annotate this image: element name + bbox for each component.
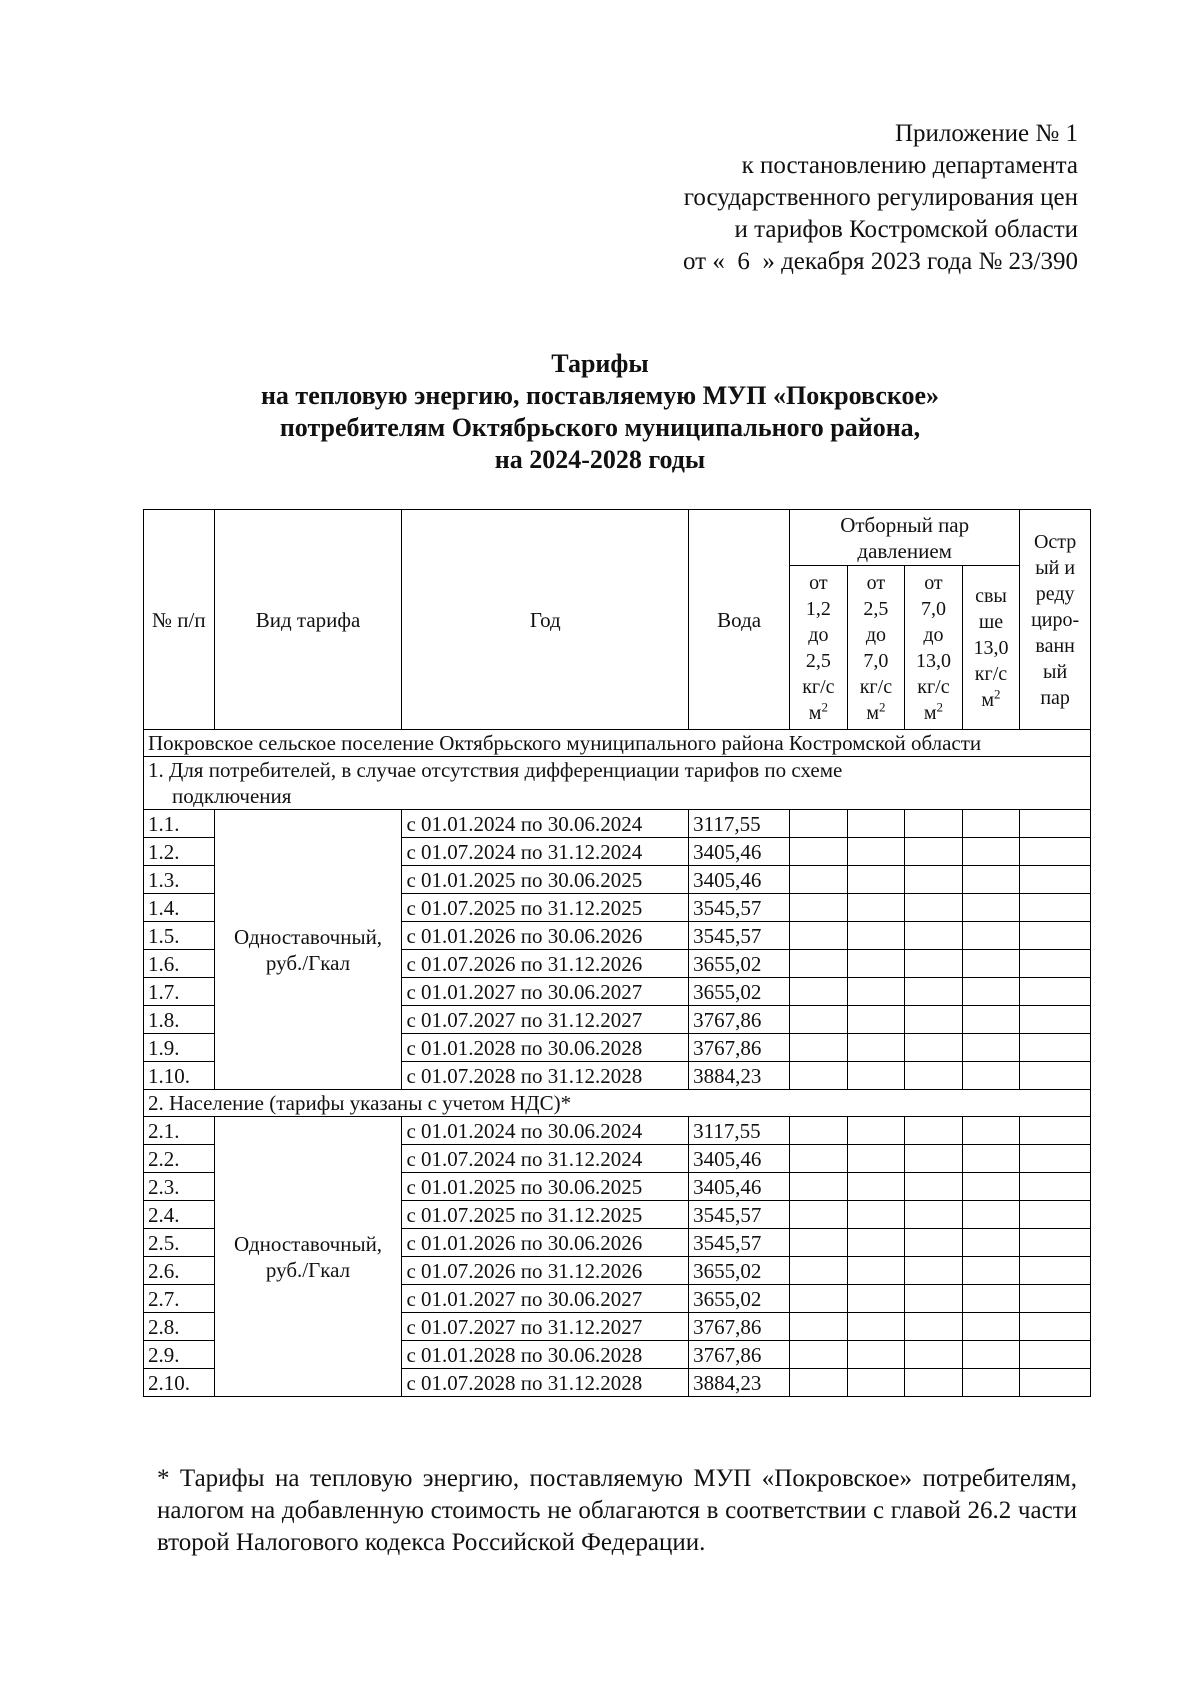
row-number: 1.9.	[144, 1034, 215, 1062]
period: с 01.07.2026 по 31.12.2026	[402, 1257, 689, 1285]
header-line: 2,5	[805, 649, 831, 672]
empty-cell	[962, 1229, 1020, 1257]
row-number: 2.6.	[144, 1257, 215, 1285]
header-line: 7,0	[920, 597, 946, 620]
empty-cell	[847, 838, 905, 866]
water-tariff: 3767,86	[689, 1034, 790, 1062]
superscript: 2	[821, 698, 828, 714]
empty-cell	[790, 1369, 848, 1397]
empty-cell	[847, 1285, 905, 1313]
period: с 01.01.2028 по 30.06.2028	[402, 1034, 689, 1062]
empty-cell	[790, 1229, 848, 1257]
header-line: ванн	[1035, 634, 1075, 657]
row-number: 1.8.	[144, 1006, 215, 1034]
period: с 01.07.2028 по 31.12.2028	[402, 1369, 689, 1397]
empty-cell	[905, 950, 963, 978]
header-num: № п/п	[144, 510, 215, 730]
period: с 01.01.2025 по 30.06.2025	[402, 1173, 689, 1201]
water-tariff: 3545,57	[689, 894, 790, 922]
period: с 01.07.2027 по 31.12.2027	[402, 1313, 689, 1341]
header-line: ый	[1043, 660, 1068, 683]
empty-cell	[790, 1006, 848, 1034]
empty-cell	[790, 1257, 848, 1285]
empty-cell	[962, 866, 1020, 894]
header-line: от	[866, 571, 886, 594]
water-tariff: 3117,55	[689, 1117, 790, 1145]
title-line: на тепловую энергию, поставляемую МУП «Покровское»	[260, 381, 940, 410]
header-line: 13,0	[915, 649, 951, 672]
row-number: 1.5.	[144, 922, 215, 950]
section-1-rows	[144, 810, 1091, 1090]
header-line: ше	[978, 610, 1004, 633]
empty-cell	[790, 950, 848, 978]
empty-cell	[847, 1173, 905, 1201]
water-tariff: 3405,46	[689, 866, 790, 894]
header-line: м	[923, 701, 937, 724]
period: с 01.01.2026 по 30.06.2026	[402, 922, 689, 950]
empty-cell	[1020, 922, 1091, 950]
section-title	[144, 757, 1091, 810]
title-line: потребителям Октябрьского муниципального района,	[279, 413, 921, 442]
header-line: пар	[1040, 686, 1070, 709]
empty-cell	[905, 922, 963, 950]
row-number: 2.10.	[144, 1369, 215, 1397]
section-2-rows	[144, 1117, 1091, 1397]
empty-cell	[962, 1145, 1020, 1173]
header-line: свы	[975, 584, 1007, 607]
empty-cell	[962, 1034, 1020, 1062]
empty-cell	[962, 1369, 1020, 1397]
empty-cell	[962, 838, 1020, 866]
section-title-line: подключения	[172, 784, 292, 808]
empty-cell	[905, 1034, 963, 1062]
empty-cell	[905, 1369, 963, 1397]
tariff-type-line: Одноставочный,	[234, 1231, 383, 1256]
tariff-type	[214, 1117, 402, 1397]
empty-cell	[905, 1173, 963, 1201]
row-number: 1.1.	[144, 810, 215, 838]
tariff-table	[143, 509, 1091, 1397]
empty-cell	[847, 1034, 905, 1062]
header-line: Остр	[1033, 530, 1077, 553]
title-line: Тарифы	[551, 349, 649, 378]
empty-cell	[847, 1257, 905, 1285]
empty-cell	[962, 922, 1020, 950]
row-number: 2.3.	[144, 1173, 215, 1201]
appendix-line: Приложение № 1	[894, 120, 1078, 147]
period: с 01.01.2026 по 30.06.2026	[402, 1229, 689, 1257]
period: с 01.01.2027 по 30.06.2027	[402, 978, 689, 1006]
empty-cell	[962, 1285, 1020, 1313]
row-number: 1.2.	[144, 838, 215, 866]
empty-cell	[847, 1341, 905, 1369]
header-water: Вода	[689, 510, 790, 730]
row-number: 2.8.	[144, 1313, 215, 1341]
appendix-line: и тарифов Костромской области	[734, 216, 1078, 243]
empty-cell	[790, 1062, 848, 1090]
empty-cell	[790, 1145, 848, 1173]
water-tariff: 3767,86	[689, 1313, 790, 1341]
footnote: * Тарифы на тепловую энергию, поставляемую МУП «Покровское» потребителям, налогом на добавленную стоимость не облагаются в соответствии с главой 26.2 части второй Налогового кодекса Российской Федерации.	[157, 1465, 1077, 1556]
period: с 01.07.2024 по 31.12.2024	[402, 838, 689, 866]
empty-cell	[962, 894, 1020, 922]
document-title	[0, 348, 1200, 476]
empty-cell	[905, 978, 963, 1006]
empty-cell	[905, 838, 963, 866]
tariff-type-line: руб./Гкал	[265, 950, 351, 975]
water-tariff: 3117,55	[689, 810, 790, 838]
empty-cell	[847, 922, 905, 950]
empty-cell	[1020, 1369, 1091, 1397]
empty-cell	[962, 1201, 1020, 1229]
empty-cell	[847, 810, 905, 838]
empty-cell	[790, 978, 848, 1006]
empty-cell	[1020, 1229, 1091, 1257]
period: с 01.01.2025 по 30.06.2025	[402, 866, 689, 894]
empty-cell	[847, 1229, 905, 1257]
header-line: от	[809, 571, 828, 594]
row-number: 2.9.	[144, 1341, 215, 1369]
empty-cell	[847, 950, 905, 978]
header-line: 7,0	[863, 649, 889, 672]
empty-cell	[790, 810, 848, 838]
header-line: м	[808, 701, 822, 724]
empty-cell	[905, 1341, 963, 1369]
empty-cell	[1020, 1117, 1091, 1145]
header-steam-1	[790, 566, 848, 730]
header-line: кг/с	[859, 675, 893, 698]
empty-cell	[790, 1341, 848, 1369]
empty-cell	[790, 1201, 848, 1229]
period: с 01.07.2025 по 31.12.2025	[402, 894, 689, 922]
period: с 01.01.2027 по 30.06.2027	[402, 1285, 689, 1313]
tariff-type-line: Одноставочный,	[234, 924, 383, 949]
water-tariff: 3767,86	[689, 1006, 790, 1034]
superscript: 2	[994, 685, 1001, 701]
row-number: 2.5.	[144, 1229, 215, 1257]
empty-cell	[962, 1117, 1020, 1145]
empty-cell	[1020, 1201, 1091, 1229]
row-number: 2.1.	[144, 1117, 215, 1145]
empty-cell	[905, 1201, 963, 1229]
empty-cell	[905, 894, 963, 922]
row-number: 2.2.	[144, 1145, 215, 1173]
header-steam-4	[962, 566, 1020, 730]
row-number: 1.7.	[144, 978, 215, 1006]
empty-cell	[847, 1313, 905, 1341]
water-tariff: 3405,46	[689, 838, 790, 866]
period: с 01.07.2025 по 31.12.2025	[402, 1201, 689, 1229]
row-number: 1.3.	[144, 866, 215, 894]
empty-cell	[1020, 1285, 1091, 1313]
header-line: 1,2	[805, 597, 831, 620]
empty-cell	[790, 1285, 848, 1313]
water-tariff: 3545,57	[689, 1201, 790, 1229]
tariff-type	[214, 810, 402, 1090]
appendix-block	[683, 118, 1078, 278]
empty-cell	[962, 1257, 1020, 1285]
empty-cell	[847, 1006, 905, 1034]
water-tariff: 3405,46	[689, 1173, 790, 1201]
empty-cell	[847, 1201, 905, 1229]
period: с 01.07.2026 по 31.12.2026	[402, 950, 689, 978]
empty-cell	[1020, 1257, 1091, 1285]
water-tariff: 3655,02	[689, 950, 790, 978]
row-number: 1.10.	[144, 1062, 215, 1090]
empty-cell	[1020, 1145, 1091, 1173]
empty-cell	[962, 1006, 1020, 1034]
empty-cell	[905, 1285, 963, 1313]
water-tariff: 3884,23	[689, 1369, 790, 1397]
empty-cell	[1020, 1313, 1091, 1341]
empty-cell	[1020, 1173, 1091, 1201]
header-tariff-type: Вид тарифа	[214, 510, 402, 730]
header-sharp-steam	[1020, 510, 1091, 730]
empty-cell	[1020, 838, 1091, 866]
empty-cell	[1020, 1062, 1091, 1090]
period: с 01.07.2024 по 31.12.2024	[402, 1145, 689, 1173]
period: с 01.07.2028 по 31.12.2028	[402, 1062, 689, 1090]
table-row	[144, 810, 1091, 838]
row-number: 2.7.	[144, 1285, 215, 1313]
empty-cell	[905, 866, 963, 894]
header-line: от	[924, 571, 943, 594]
empty-cell	[847, 894, 905, 922]
period: с 01.01.2024 по 30.06.2024	[402, 1117, 689, 1145]
empty-cell	[962, 1062, 1020, 1090]
empty-cell	[1020, 866, 1091, 894]
row-number: 1.6.	[144, 950, 215, 978]
empty-cell	[1020, 978, 1091, 1006]
period: с 01.07.2027 по 31.12.2027	[402, 1006, 689, 1034]
empty-cell	[1020, 1034, 1091, 1062]
tariff-type-line: руб./Гкал	[265, 1257, 351, 1282]
empty-cell	[790, 1117, 848, 1145]
water-tariff: 3884,23	[689, 1062, 790, 1090]
empty-cell	[790, 1173, 848, 1201]
empty-cell	[905, 1006, 963, 1034]
header-steam-3	[905, 566, 963, 730]
header-line: кг/с	[974, 662, 1008, 685]
empty-cell	[962, 810, 1020, 838]
header-line: до	[865, 623, 886, 646]
period: с 01.01.2028 по 30.06.2028	[402, 1341, 689, 1369]
empty-cell	[790, 866, 848, 894]
header-line: м	[866, 701, 879, 724]
header-line: 13,0	[973, 636, 1009, 659]
header-line: кг/с	[802, 675, 835, 698]
empty-cell	[905, 1313, 963, 1341]
header-line: м	[981, 688, 995, 711]
header-steam-2	[847, 566, 905, 730]
section-title-line: 1. Для потребителей, в случае отсутствия дифференциации тарифов по схеме	[148, 758, 843, 782]
empty-cell	[790, 922, 848, 950]
superscript: 2	[878, 698, 886, 714]
header-line: циро-	[1031, 608, 1080, 631]
water-tariff: 3767,86	[689, 1341, 790, 1369]
empty-cell	[905, 1229, 963, 1257]
empty-cell	[790, 1313, 848, 1341]
empty-cell	[905, 1117, 963, 1145]
empty-cell	[962, 1173, 1020, 1201]
empty-cell	[905, 1257, 963, 1285]
water-tariff: 3655,02	[689, 1285, 790, 1313]
empty-cell	[790, 894, 848, 922]
table-row	[144, 1117, 1091, 1145]
row-number: 2.4.	[144, 1201, 215, 1229]
header-steam-group: Отборный пар давлением	[790, 510, 1020, 566]
empty-cell	[962, 950, 1020, 978]
empty-cell	[905, 810, 963, 838]
row-number: 1.4.	[144, 894, 215, 922]
empty-cell	[847, 1062, 905, 1090]
water-tariff: 3405,46	[689, 1145, 790, 1173]
empty-cell	[1020, 894, 1091, 922]
empty-cell	[847, 866, 905, 894]
superscript: 2	[936, 698, 944, 714]
title-line: на 2024-2028 годы	[494, 445, 706, 474]
header-line: кг/с	[917, 675, 950, 698]
header-line: до	[923, 623, 944, 646]
appendix-line: к постановлению департамента	[741, 152, 1078, 179]
section-title: 2. Население (тарифы указаны с учетом НДС)*	[144, 1090, 1091, 1117]
water-tariff: 3655,02	[689, 978, 790, 1006]
empty-cell	[790, 1034, 848, 1062]
water-tariff: 3655,02	[689, 1257, 790, 1285]
water-tariff: 3545,57	[689, 922, 790, 950]
empty-cell	[905, 1145, 963, 1173]
header-year: Год	[402, 510, 689, 730]
header-line: до	[808, 623, 829, 646]
empty-cell	[847, 978, 905, 1006]
appendix-line: государственного регулирования цен	[683, 184, 1078, 211]
empty-cell	[1020, 810, 1091, 838]
empty-cell	[790, 838, 848, 866]
header-line: 2,5	[863, 597, 889, 620]
empty-cell	[905, 1062, 963, 1090]
period: с 01.01.2024 по 30.06.2024	[402, 810, 689, 838]
empty-cell	[962, 1341, 1020, 1369]
empty-cell	[1020, 1006, 1091, 1034]
empty-cell	[1020, 950, 1091, 978]
empty-cell	[962, 978, 1020, 1006]
appendix-line: от « 6 » декабря 2023 года № 23/390	[682, 248, 1078, 275]
empty-cell	[847, 1145, 905, 1173]
water-tariff: 3545,57	[689, 1229, 790, 1257]
header-line: реду	[1035, 582, 1075, 605]
empty-cell	[847, 1117, 905, 1145]
empty-cell	[847, 1369, 905, 1397]
empty-cell	[1020, 1341, 1091, 1369]
region-row: Покровское сельское поселение Октябрьского муниципального района Костромской области	[144, 730, 1091, 757]
empty-cell	[962, 1313, 1020, 1341]
header-line: ый и	[1035, 556, 1076, 579]
